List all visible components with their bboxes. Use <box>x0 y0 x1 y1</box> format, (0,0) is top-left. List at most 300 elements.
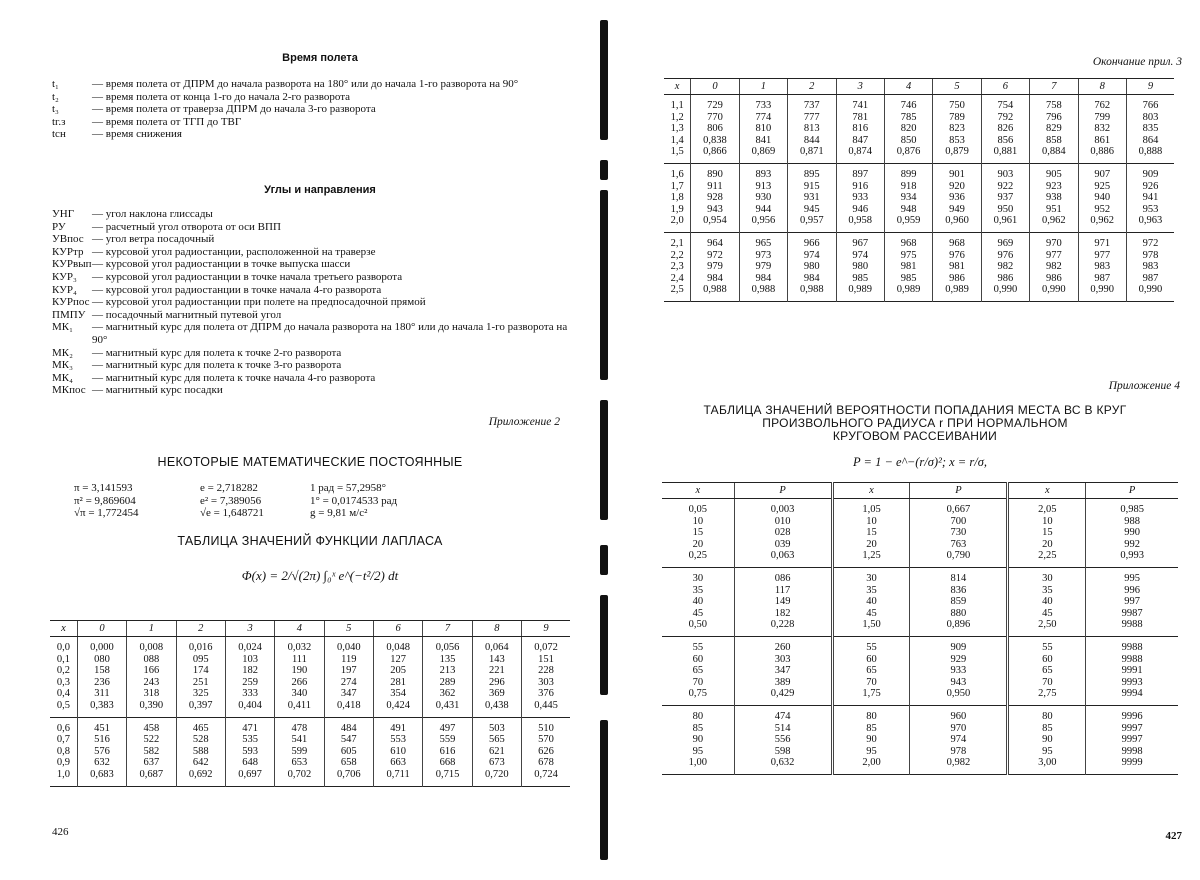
table-cell: 0,950 <box>910 688 1008 700</box>
section-title-flight-time: Время полета <box>282 52 358 64</box>
table-cell: 858 <box>1030 135 1078 147</box>
table-cell: 941 <box>1126 192 1174 204</box>
table-cell: 976 <box>981 250 1029 262</box>
table-cell: 949 <box>933 204 981 216</box>
table-row <box>662 539 1178 551</box>
table-cell: 117 <box>734 585 832 597</box>
table-cell: 143 <box>472 654 521 666</box>
probability-table-title <box>650 404 1180 443</box>
definition-row <box>52 384 572 397</box>
table-cell: 995 <box>1086 573 1178 585</box>
definition-text: — курсовой угол радиостанции, расположенной на траверзе <box>92 245 376 258</box>
constants-col-2 <box>200 482 264 520</box>
table-cell: 182 <box>734 608 832 620</box>
definition-text: — угол ветра посадочный <box>92 233 215 246</box>
definition-text: — посадочный магнитный путевой угол <box>92 308 282 321</box>
table-row <box>50 723 570 735</box>
table-cell: 1,6 <box>670 168 684 180</box>
table-cell: 930 <box>739 192 787 204</box>
table-cell: 311 <box>77 688 126 700</box>
table-cell: 90 <box>692 734 704 746</box>
table-cell: 260 <box>734 642 832 654</box>
table-cell: 1,05 <box>832 504 910 516</box>
definition-symbol: КУРпос <box>52 296 90 309</box>
table-cell: 826 <box>981 123 1029 135</box>
table-cell: 55 <box>832 642 910 654</box>
table-cell: 700 <box>910 516 1008 528</box>
table-cell: 796 <box>1030 112 1078 124</box>
table-cell: 922 <box>981 181 1029 193</box>
definition-text: — магнитный курс для полета к точке 3-го разворота <box>92 359 342 372</box>
table-cell: 0,988 <box>691 284 739 296</box>
table-cell: 266 <box>275 677 324 689</box>
table-cell: 182 <box>225 665 274 677</box>
table-row <box>662 711 1178 723</box>
column-header: 1 <box>739 79 787 95</box>
definition-symbol: t₁ <box>52 78 59 90</box>
table-cell: 1,50 <box>832 619 910 631</box>
table-cell: 598 <box>734 746 832 758</box>
flight-time-definitions <box>52 78 572 141</box>
table-cell: 673 <box>472 757 521 769</box>
table-cell: 0,024 <box>225 642 274 654</box>
table-cell: 0,063 <box>734 550 832 562</box>
table-cell: 516 <box>77 734 126 746</box>
table-cell: 762 <box>1078 100 1126 112</box>
table-cell: 0,50 <box>688 619 707 631</box>
table-cell: 0,000 <box>77 642 126 654</box>
table-cell: 85 <box>1008 723 1086 735</box>
table-cell: 907 <box>1078 169 1126 181</box>
table-cell: 281 <box>373 677 422 689</box>
table-cell: 903 <box>981 169 1029 181</box>
table-cell: 9999 <box>1086 757 1178 769</box>
right-page <box>610 0 1200 880</box>
table-cell: 213 <box>423 665 472 677</box>
table-cell: 0,869 <box>739 146 787 158</box>
table-cell: 70 <box>692 676 704 688</box>
table-cell: 30 <box>1008 573 1086 585</box>
table-cell: 0,706 <box>324 769 373 781</box>
table-cell: 90 <box>1008 734 1086 746</box>
table-cell: 990 <box>1086 527 1178 539</box>
table-cell: 733 <box>739 100 787 112</box>
table-cell: 0,683 <box>77 769 126 781</box>
page-number-right: 427 <box>1165 830 1182 842</box>
table-row <box>662 654 1178 666</box>
table-cell: 1,25 <box>832 550 910 562</box>
laplace-table-continued <box>664 78 1174 302</box>
table-cell: 986 <box>1030 273 1078 285</box>
table-cell: 65 <box>1008 665 1086 677</box>
column-header: 7 <box>423 621 472 637</box>
definition-row <box>52 78 572 91</box>
table-cell: 933 <box>910 665 1008 677</box>
column-header: 3 <box>836 79 884 95</box>
table-cell: 3,00 <box>1008 757 1086 769</box>
column-header: 2 <box>788 79 836 95</box>
table-cell: 40 <box>692 596 704 608</box>
table-row <box>50 665 570 677</box>
table-cell: 0,990 <box>1126 284 1174 296</box>
column-header: 2 <box>176 621 225 637</box>
table-cell: 20 <box>832 539 910 551</box>
column-header: 7 <box>1030 79 1078 95</box>
table-cell: 789 <box>933 112 981 124</box>
table-cell: 9996 <box>1086 711 1178 723</box>
table-cell: 928 <box>691 192 739 204</box>
table-cell: 55 <box>1008 642 1086 654</box>
column-header: 8 <box>472 621 521 637</box>
table-cell: 9991 <box>1086 665 1178 677</box>
table-cell: 1,5 <box>670 146 684 158</box>
table-cell: 964 <box>691 238 739 250</box>
constant-pi-squared: π² = 9,869604 <box>74 494 136 507</box>
table-cell: 2,05 <box>1008 504 1086 516</box>
table-cell: 478 <box>275 723 324 735</box>
table-cell: 934 <box>884 192 932 204</box>
constant-degree: 1° = 0,0174533 рад <box>310 494 398 507</box>
table-cell: 901 <box>933 169 981 181</box>
table-cell: 960 <box>910 711 1008 723</box>
definition-symbol: МК₃ <box>52 359 73 372</box>
table-cell: 925 <box>1078 181 1126 193</box>
table-cell: 0,4 <box>56 688 70 700</box>
table-cell: 948 <box>884 204 932 216</box>
table-cell: 535 <box>225 734 274 746</box>
table-cell: 514 <box>734 723 832 735</box>
definition-row <box>52 296 572 309</box>
table-cell: 0,954 <box>691 215 739 227</box>
table-cell: 916 <box>836 181 884 193</box>
table-row <box>664 273 1174 285</box>
table-cell: 9993 <box>1086 677 1178 689</box>
table-cell: 0,871 <box>788 146 836 158</box>
table-cell: 814 <box>910 573 1008 585</box>
table-cell: 678 <box>522 757 570 769</box>
table-cell: 593 <box>225 746 274 758</box>
table-cell: 20 <box>1008 539 1086 551</box>
table-cell: 0,040 <box>324 642 373 654</box>
table-cell: 497 <box>423 723 472 735</box>
table-row <box>664 284 1174 296</box>
table-cell: 0,003 <box>734 504 832 516</box>
table-cell: 0,876 <box>884 146 932 158</box>
table-cell: 465 <box>176 723 225 735</box>
table-cell: 0,048 <box>373 642 422 654</box>
table-cell: 861 <box>1078 135 1126 147</box>
table-cell: 347 <box>734 665 832 677</box>
table-cell: 946 <box>836 204 884 216</box>
definition-text: — курсовой угол радиостанции при полете на предпосадочной прямой <box>92 296 426 309</box>
table-cell: 9988 <box>1086 619 1178 631</box>
table-row <box>662 677 1178 689</box>
table-row <box>664 204 1174 216</box>
table-cell: 1,9 <box>670 203 684 215</box>
table-cell: 637 <box>127 757 176 769</box>
definition-row <box>52 258 572 271</box>
definition-symbol: УВпос <box>52 233 84 246</box>
laplace-table <box>50 620 570 787</box>
table-cell: 979 <box>739 261 787 273</box>
column-header: 9 <box>1126 79 1174 95</box>
table-cell: 45 <box>692 607 704 619</box>
table-cell: 354 <box>373 688 422 700</box>
table-cell: 039 <box>734 539 832 551</box>
table-row <box>662 516 1178 528</box>
definition-symbol: КУР₄ <box>52 283 77 296</box>
table-cell: 799 <box>1078 112 1126 124</box>
table-cell: 274 <box>324 677 373 689</box>
table-cell: 979 <box>691 261 739 273</box>
table-cell: 2,25 <box>1008 550 1086 562</box>
definition-row <box>52 221 572 234</box>
table-cell: 0,008 <box>127 642 176 654</box>
table-cell: 103 <box>225 654 274 666</box>
table-cell: 0,75 <box>688 688 707 700</box>
table-cell: 0,064 <box>472 642 521 654</box>
table-cell: 0,072 <box>522 642 570 654</box>
definition-text: — время полета от ДПРМ до начала разворота на 180° или до начала 1-го разворота на 90° <box>92 78 519 90</box>
table-cell: 975 <box>884 250 932 262</box>
table-cell: 9987 <box>1086 608 1178 620</box>
appendix-2-label: Приложение 2 <box>488 416 560 428</box>
table-cell: 1,0 <box>56 768 70 780</box>
table-cell: 729 <box>691 100 739 112</box>
table-cell: 166 <box>127 665 176 677</box>
table-cell: 85 <box>692 722 704 734</box>
table-cell: 9997 <box>1086 734 1178 746</box>
table-cell: 1,7 <box>670 180 684 192</box>
table-cell: 1,75 <box>832 688 910 700</box>
table-cell: 0,702 <box>275 769 324 781</box>
definition-row <box>52 233 572 246</box>
table-row <box>664 215 1174 227</box>
table-cell: 296 <box>472 677 521 689</box>
probability-table <box>662 482 1178 775</box>
table-cell: 2,0 <box>670 215 684 227</box>
table-cell: 40 <box>1008 596 1086 608</box>
table-cell: 968 <box>933 238 981 250</box>
column-header: 8 <box>1078 79 1126 95</box>
table-cell: 65 <box>832 665 910 677</box>
probability-formula: P = 1 − e^−(r/σ)²; x = r/σ, <box>852 455 987 469</box>
definition-row <box>52 116 572 129</box>
table-cell: 847 <box>836 135 884 147</box>
table-cell: 0,989 <box>933 284 981 296</box>
table-cell: 0,0 <box>56 642 70 653</box>
probability-title-line-2: ПРОИЗВОЛЬНОГО РАДИУСА r ПРИ НОРМАЛЬНОМ <box>762 416 1068 430</box>
constants-col-1 <box>74 482 139 520</box>
table-cell: 10 <box>692 515 704 527</box>
table-cell: 80 <box>1008 711 1086 723</box>
table-cell: 856 <box>981 135 1029 147</box>
table-cell: 55 <box>692 641 704 653</box>
column-header: 3 <box>225 621 274 637</box>
table-row <box>662 550 1178 562</box>
table-cell: 952 <box>1078 204 1126 216</box>
table-cell: 0,016 <box>176 642 225 654</box>
table-cell: 918 <box>884 181 932 193</box>
table-cell: 0,9 <box>56 757 70 769</box>
table-cell: 174 <box>176 665 225 677</box>
table-cell: 974 <box>788 250 836 262</box>
table-cell: 893 <box>739 169 787 181</box>
table-cell: 30 <box>832 573 910 585</box>
table-cell: 582 <box>127 746 176 758</box>
table-cell: 909 <box>1126 169 1174 181</box>
table-cell: 484 <box>324 723 373 735</box>
table-cell: 966 <box>788 238 836 250</box>
table-cell: 0,956 <box>739 215 787 227</box>
table-cell: 80 <box>692 710 704 722</box>
table-cell: 836 <box>910 585 1008 597</box>
table-cell: 972 <box>1126 238 1174 250</box>
table-cell: 984 <box>691 273 739 285</box>
table-cell: 70 <box>1008 677 1086 689</box>
table-cell: 943 <box>910 677 1008 689</box>
table-cell: 197 <box>324 665 373 677</box>
table-cell: 389 <box>734 677 832 689</box>
constant-pi: π = 3,141593 <box>74 482 133 494</box>
laplace-table-title: ТАБЛИЦА ЗНАЧЕНИЙ ФУНКЦИИ ЛАПЛАСА <box>177 534 443 548</box>
table-cell: 605 <box>324 746 373 758</box>
table-row <box>50 688 570 700</box>
table-cell: 471 <box>225 723 274 735</box>
table-cell: 0,5 <box>56 699 70 711</box>
table-cell: 0,6 <box>56 722 70 734</box>
table-cell: 0,838 <box>691 135 739 147</box>
table-cell: 992 <box>1086 539 1178 551</box>
table-cell: 850 <box>884 135 932 147</box>
table-row <box>662 688 1178 700</box>
table-cell: 60 <box>692 653 704 665</box>
table-cell: 981 <box>933 261 981 273</box>
table-row <box>664 146 1174 158</box>
definition-text: — магнитный курс для полета к точке начала 4-го разворота <box>92 371 376 384</box>
table-cell: 982 <box>1030 261 1078 273</box>
table-row <box>50 734 570 746</box>
table-cell: 936 <box>933 192 981 204</box>
table-cell: 088 <box>127 654 176 666</box>
table-cell: 0,429 <box>734 688 832 700</box>
table-cell: 737 <box>788 100 836 112</box>
table-cell: 0,884 <box>1030 146 1078 158</box>
table-cell: 969 <box>981 238 1029 250</box>
table-cell: 974 <box>836 250 884 262</box>
table-cell: 967 <box>836 238 884 250</box>
table-cell: 0,032 <box>275 642 324 654</box>
table-row <box>50 677 570 689</box>
column-header: 4 <box>884 79 932 95</box>
table-cell: 45 <box>832 608 910 620</box>
table-cell: 0,989 <box>836 284 884 296</box>
table-cell: 829 <box>1030 123 1078 135</box>
table-cell: 968 <box>884 238 932 250</box>
table-cell: 813 <box>788 123 836 135</box>
table-cell: 0,25 <box>688 550 707 562</box>
table-cell: 0,959 <box>884 215 932 227</box>
table-cell: 9988 <box>1086 642 1178 654</box>
table-cell: 0,720 <box>472 769 521 781</box>
table-cell: 9997 <box>1086 723 1178 735</box>
table-cell: 9998 <box>1086 746 1178 758</box>
table-cell: 911 <box>691 181 739 193</box>
table-cell: 926 <box>1126 181 1174 193</box>
table-cell: 588 <box>176 746 225 758</box>
column-header: P <box>910 483 1008 499</box>
column-header: 6 <box>373 621 422 637</box>
table-cell: 610 <box>373 746 422 758</box>
table-cell: 621 <box>472 746 521 758</box>
table-cell: 0,989 <box>884 284 932 296</box>
table-cell: 0,879 <box>933 146 981 158</box>
table-cell: 0,05 <box>688 504 707 515</box>
column-header: 5 <box>324 621 373 637</box>
definition-symbol: МК₂ <box>52 346 73 359</box>
table-cell: 086 <box>734 573 832 585</box>
definition-symbol: УНГ <box>52 208 75 220</box>
constant-sqrt-pi: √π = 1,772454 <box>74 507 139 519</box>
table-cell: 0,790 <box>910 550 1008 562</box>
table-cell: 70 <box>832 677 910 689</box>
table-cell: 985 <box>836 273 884 285</box>
table-cell: 803 <box>1126 112 1174 124</box>
definition-row <box>52 103 572 116</box>
table-cell: 0,961 <box>981 215 1029 227</box>
table-cell: 978 <box>910 746 1008 758</box>
table-cell: 970 <box>1030 238 1078 250</box>
table-row <box>664 135 1174 147</box>
table-cell: 362 <box>423 688 472 700</box>
definition-text: — курсовой угол радиостанции в точке начала третьего разворота <box>92 270 403 283</box>
table-cell: 758 <box>1030 100 1078 112</box>
table-cell: 149 <box>734 596 832 608</box>
math-constants-title: НЕКОТОРЫЕ МАТЕМАТИЧЕСКИЕ ПОСТОЯННЫЕ <box>157 455 463 469</box>
constant-radian: 1 рад = 57,2958° <box>310 482 387 494</box>
table-cell: 347 <box>324 688 373 700</box>
constants-col-3 <box>310 482 397 520</box>
table-cell: 987 <box>1078 273 1126 285</box>
table-cell: 221 <box>472 665 521 677</box>
table-cell: 750 <box>933 100 981 112</box>
probability-title-line-1: ТАБЛИЦА ЗНАЧЕНИЙ ВЕРОЯТНОСТИ ПОПАДАНИЯ МЕСТА ВС В КРУГ <box>703 403 1127 417</box>
table-cell: 983 <box>1126 261 1174 273</box>
table-row <box>50 769 570 781</box>
table-cell: 763 <box>910 539 1008 551</box>
table-cell: 980 <box>836 261 884 273</box>
definition-symbol: t₂ <box>52 90 59 103</box>
table-row <box>662 734 1178 746</box>
table-cell: 0,711 <box>373 769 422 781</box>
table-cell: 570 <box>522 734 570 746</box>
table-row <box>662 596 1178 608</box>
table-cell: 820 <box>884 123 932 135</box>
table-row <box>662 746 1178 758</box>
table-row <box>50 746 570 758</box>
table-cell: 0,982 <box>910 757 1008 769</box>
table-cell: 785 <box>884 112 932 124</box>
table-cell: 0,228 <box>734 619 832 631</box>
table-cell: 458 <box>127 723 176 735</box>
table-cell: 119 <box>324 654 373 666</box>
table-row <box>662 573 1178 585</box>
table-cell: 1,2 <box>670 111 684 123</box>
table-cell: 559 <box>423 734 472 746</box>
table-row <box>662 608 1178 620</box>
table-cell: 945 <box>788 204 836 216</box>
table-cell: 190 <box>275 665 324 677</box>
